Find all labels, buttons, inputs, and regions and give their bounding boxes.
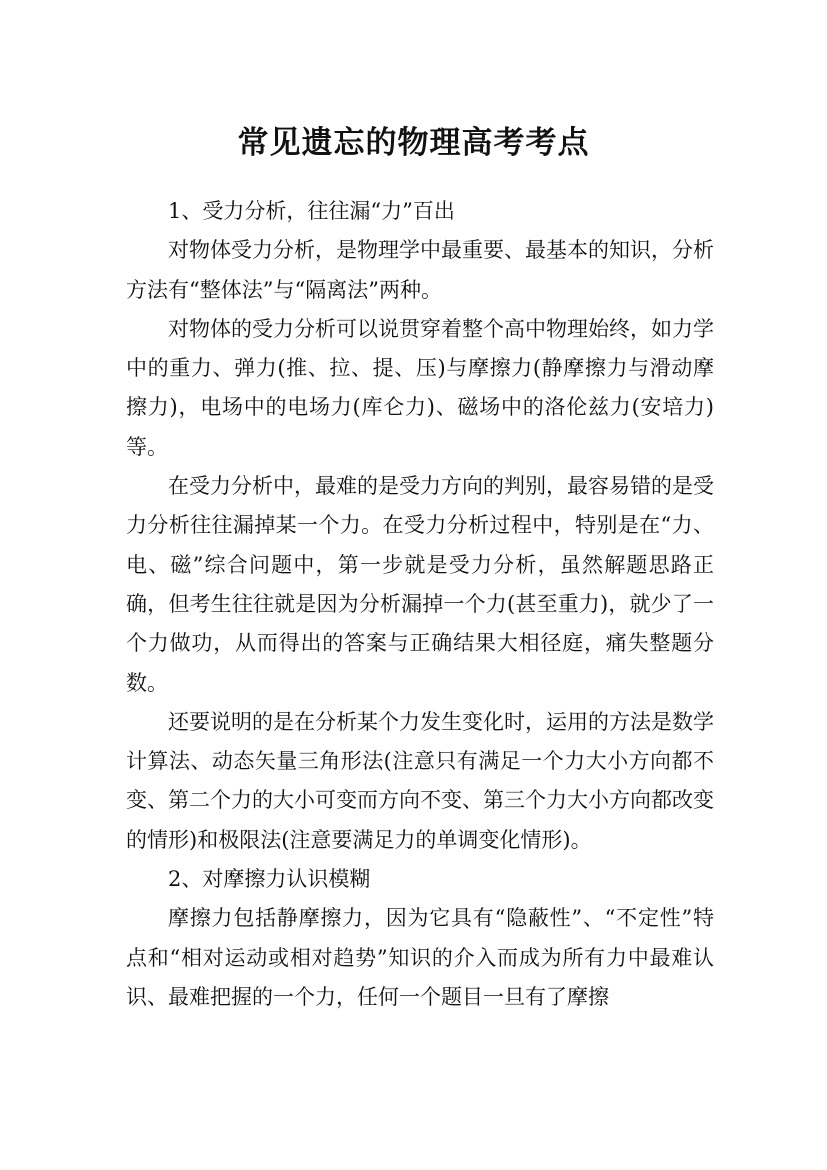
paragraph: 对物体受力分析，是物理学中最重要、最基本的知识，分析方法有“整体法”与“隔离法”两种。 xyxy=(126,238,714,302)
paragraph: 摩擦力包括静摩擦力，因为它具有“隐蔽性”、“不定性”特点和“相对运动或相对趋势”知识的介入而成为所有力中最难认识、最难把握的一个力，任何一个题目一旦有了摩擦 xyxy=(126,906,714,1009)
document-body xyxy=(126,192,714,1017)
section-heading: 2、对摩擦力认识模糊 xyxy=(168,867,371,892)
section-heading: 1、受力分析，往往漏“力”百出 xyxy=(168,199,455,223)
paragraph: 对物体的受力分析可以说贯穿着整个高中物理始终，如力学中的重力、弹力(推、拉、提、压)与摩擦力(静摩擦力与滑动摩擦力)，电场中的电场力(库仑力)、磁场中的洛伦兹力(安培力)等。 xyxy=(126,316,714,459)
paragraph: 在受力分析中，最难的是受力方向的判别，最容易错的是受力分析往往漏掉某一个力。在受力分析过程中，特别是在“力、电、磁”综合问题中，第一步就是受力分析，虽然解题思路正确，但考生往往就是因为分析漏掉一个力(甚至重力)，就少了一个力做功，从而得出的答案与正确结果大相径庭，痛失整题分数。 xyxy=(126,474,714,695)
document-title: 常见遗忘的物理高考考点 xyxy=(237,124,590,161)
paragraph: 还要说明的是在分析某个力发生变化时，运用的方法是数学计算法、动态矢量三角形法(注意只有满足一个力大小方向都不变、第二个力的大小可变而方向不变、第三个力大小方向都改变的情形)和极限法(注意要满足力的单调变化情形)。 xyxy=(126,709,714,852)
